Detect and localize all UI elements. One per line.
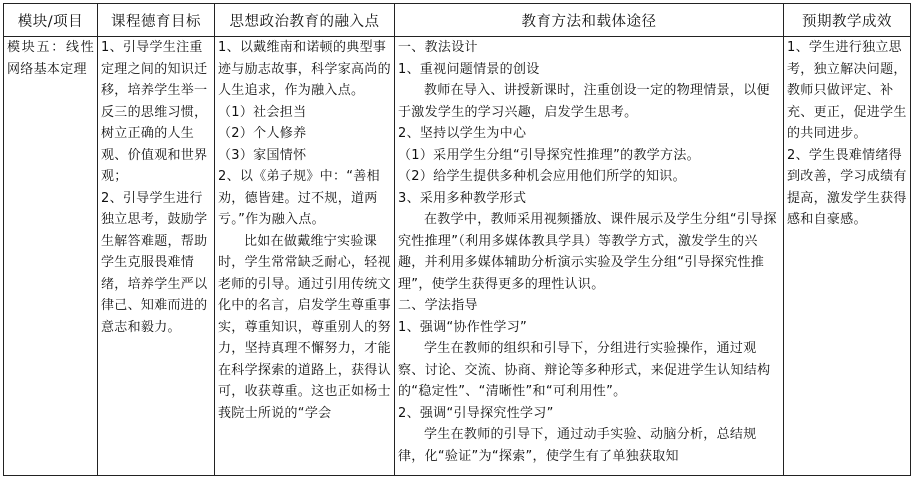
curriculum-table	[3, 3, 911, 476]
methods-cell	[395, 37, 784, 476]
header-row	[4, 4, 911, 37]
method-item: 1、强调“协作性学习”	[398, 319, 528, 335]
outcomes-cell	[784, 37, 911, 476]
goal-item: 2、引导学生进行独立思考，鼓励学生解答难题，帮助学生克服畏难情绪，培养学生严以律己、知难而进的意志和毅力。	[101, 190, 208, 335]
header-goals: 课程德育目标	[98, 4, 215, 37]
points-cell	[215, 37, 395, 476]
method-item: 学生在教师的组织和引导下，分组进行实验操作，通过观察、讨论、交流、协商、辩论等多种形式，来促进学生认知结构的“稳定性”、“清晰性”和“可利用性”。	[398, 341, 771, 399]
method-item: 在教学中，教师采用视频播放、课件展示及学生分组“引导探究性推理”（利用多媒体教具学具）等教学方式，激发学生的兴趣，并利用多媒体辅助分析演示实验及学生分组“引导探究性推理”，使学生获得更多的理性认识。	[398, 212, 777, 292]
module-name: 模块五：线性网络基本定理	[7, 40, 94, 77]
header-outcomes: 预期教学成效	[784, 4, 911, 37]
header-methods: 教育方法和载体途径	[395, 4, 784, 37]
table-row	[4, 37, 911, 476]
goal-item: 1、引导学生注重定理之间的知识迁移，培养学生举一反三的思维习惯，树立正确的人生观、价值观和世界观；	[101, 40, 208, 184]
point-item: （3）家国情怀	[218, 147, 307, 163]
method-heading: 一、教法设计	[398, 40, 478, 55]
point-item: 1、以戴维南和诺顿的典型事迹与励志故事，科学家高尚的人生追求，作为融入点。	[218, 40, 391, 98]
method-item: （2）给学生提供多种机会应用他们所学的知识。	[398, 169, 686, 184]
point-item: 比如在做戴维宁实验课时，学生常常缺乏耐心，轻视老师的引导。通过引用传统文化中的名言，启发学生尊重事实，尊重知识，尊重别人的努力，坚持真理不懈努力，才能在科学探索的道路上，获得认可，收获尊重。这也正如杨士莪院士所说的“学会	[218, 233, 391, 421]
method-heading: 二、学法指导	[398, 298, 478, 313]
outcome-item: 2、学生畏难情绪得到改善，学习成绩有提高，激发学生获得感和自豪感。	[787, 147, 907, 227]
method-item: 1、重视问题情景的创设	[398, 61, 540, 77]
method-item: 教师在导入、讲授新课时，注重创设一定的物理情景，以便于激发学生的学习兴趣，启发学生思考。	[398, 83, 770, 120]
outcome-item: 1、学生进行独立思考，独立解决问题，教师只做评定、补充、更正，促进学生的共同进步。	[787, 40, 907, 141]
module-cell	[4, 37, 98, 476]
method-item: 学生在教师的引导下，通过动手实验、动脑分析，总结规律，化“验证”为“探索”，使学生有了单独获取知	[398, 427, 757, 464]
header-module: 模块/项目	[4, 4, 98, 37]
method-item: 2、坚持以学生为中心	[398, 126, 527, 141]
method-item: （1）采用学生分组“引导探究性推理”的教学方法。	[398, 147, 700, 163]
method-item: 3、采用多种教学形式	[398, 190, 527, 206]
goals-cell	[98, 37, 215, 476]
point-item: （1）社会担当	[218, 104, 307, 120]
point-item: （2）个人修养	[218, 126, 307, 141]
header-points: 思想政治教育的融入点	[215, 4, 395, 37]
method-item: 2、强调“引导探究性学习”	[398, 405, 554, 421]
point-item: 2、以《弟子规》中：“善相劝，德皆建。过不规，道两亏。”作为融入点。	[218, 169, 380, 227]
